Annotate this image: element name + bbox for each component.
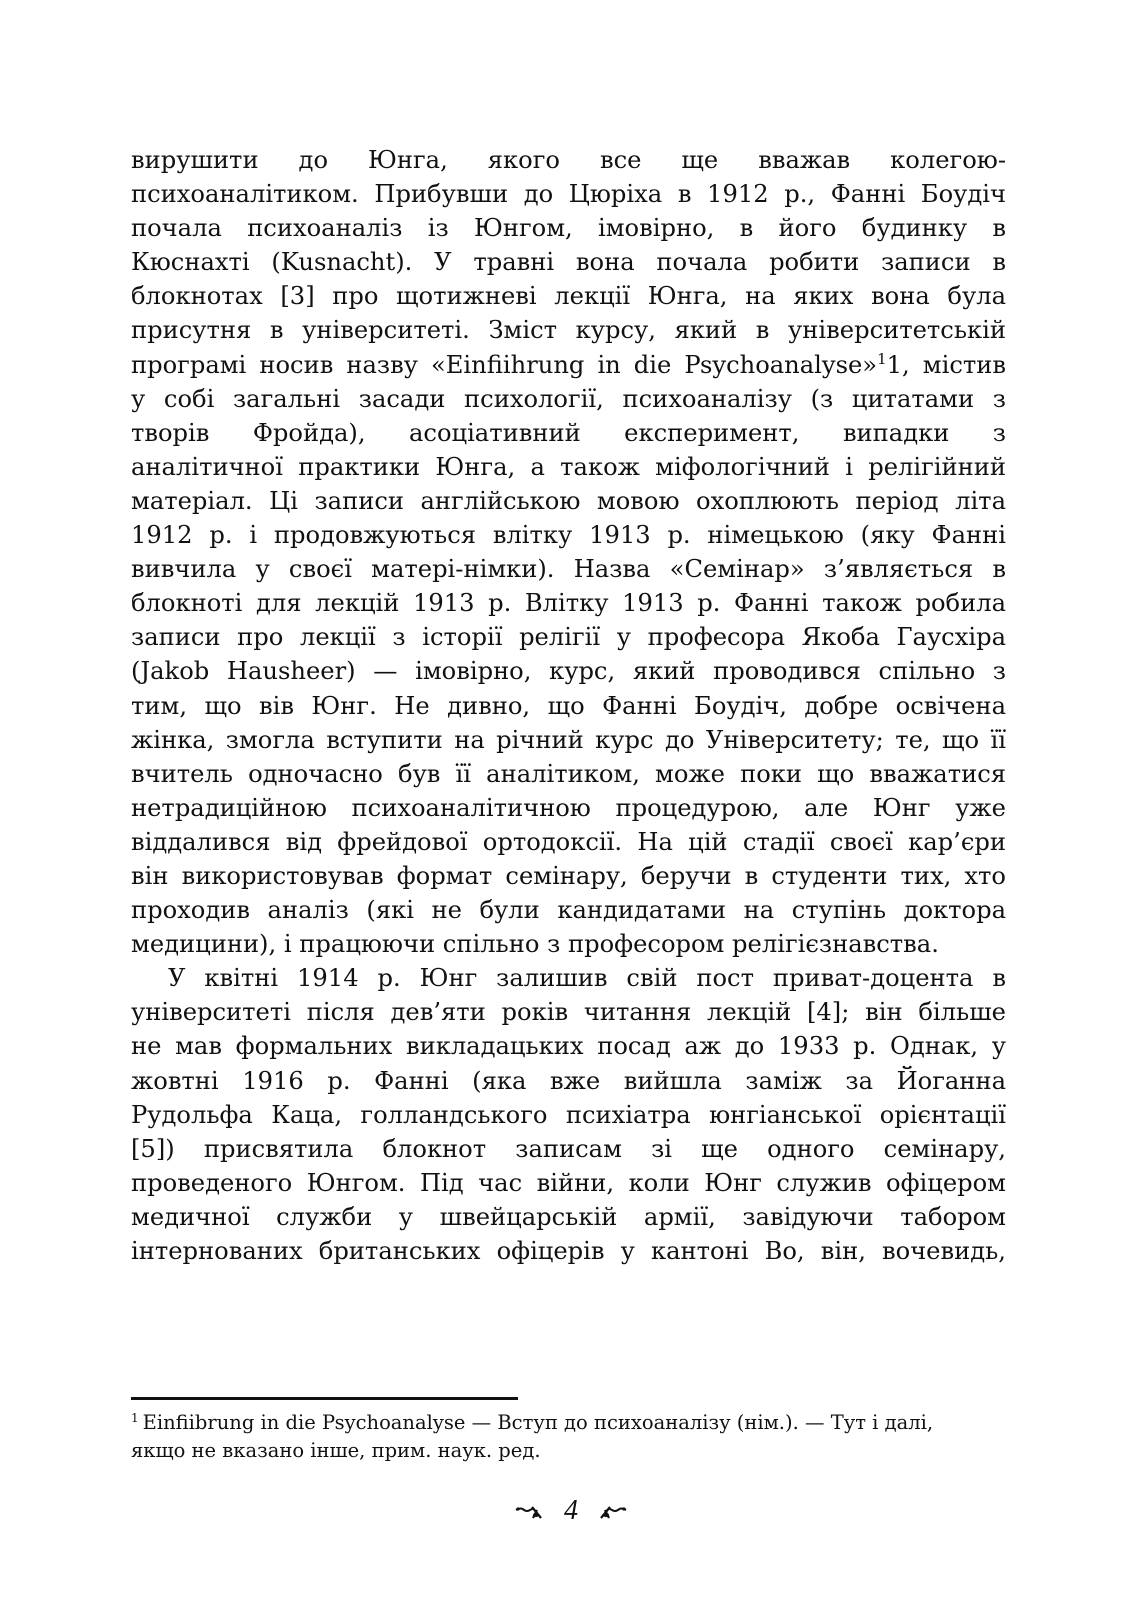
text-line: віддалився від фрейдової ортодоксії. На цій стадії своєї кар’єри [131, 827, 1006, 856]
text-line: жінка, змогла вступити на річний курс до Університету; те, що її [131, 725, 1006, 754]
paragraph-start-line: У квітні 1914 р. Юнг залишив свій пост приват-доцента в [168, 964, 1006, 993]
text-line-with-footnote-ref [131, 348, 1006, 382]
footnote-text: Einfiibrung in die Psychoanalyse — Вступ до психоаналізу (нім.). — Тут і далі, [142, 1411, 934, 1434]
page-number: 4 [564, 1495, 578, 1526]
footnote-line [131, 1409, 1011, 1437]
paragraph-end-line: медицини), і працюючи спільно з професором релігієзнавства. [131, 930, 939, 959]
text-line: творів Фройда), асоціативний експеримент, випадки з [131, 418, 1006, 447]
page-footer [0, 1490, 1142, 1531]
footnote [131, 1409, 1011, 1465]
body-text [131, 143, 1006, 1268]
footnote-reference[interactable]: 1 [877, 349, 887, 368]
text-line: блокноті для лекцій 1913 р. Влітку 1913 р. Фанні також робила [131, 589, 1006, 618]
text-line: жовтні 1916 р. Фанні (яка вже вийшла заміж за Йоганна [131, 1066, 1006, 1095]
text-line: нетрадиційною психоаналітичною процедурою, але Юнг уже [131, 793, 1006, 822]
text-line: почала психоаналіз із Юнгом, імовірно, в його будинку в [131, 214, 1006, 243]
text-line: записи про лекції з історії релігії у професора Якоба Гаусхіра [131, 623, 1006, 652]
text-line: 1912 р. і продовжуються влітку 1913 р. німецькою (яку Фанні [131, 521, 1006, 550]
text-line: вивчила у своєї матері-німки). Назва «Семінар» з’являється в [131, 555, 1006, 584]
text-line: присутня в університеті. Зміст курсу, який в університетській [131, 316, 1006, 345]
footnote-marker: 1 [131, 1411, 139, 1425]
text-line: університеті після дев’яти років читання лекцій [4]; він більше [131, 998, 1006, 1027]
text-line: [5]) присвятила блокнот записам зі ще одного семінару, [131, 1134, 1006, 1163]
text-line: не мав формальних викладацьких посад аж до 1933 р. Однак, у [131, 1032, 1006, 1061]
text-line: медичної служби у швейцарській армії, завідуючи табором [131, 1202, 1006, 1231]
text-line: він використовував формат семінару, беручи в студенти тих, хто [131, 861, 1006, 890]
text-fragment: 1, містив [886, 350, 1007, 379]
footnote-line: якщо не вказано інше, прим. наук. ред. [131, 1439, 541, 1462]
text-line: психоаналітиком. Прибувши до Цюріха в 1912 р., Фанні Боудіч [131, 180, 1006, 209]
text-line: тим, що вів Юнг. Не дивно, що Фанні Боудіч, добре освічена [131, 691, 1006, 720]
text-line: Рудольфа Каца, голландського психіатра юнгіанської орієнтації [131, 1100, 1006, 1129]
text-line: Кюснахті (Kusnacht). У травні вона почала робити записи в [131, 248, 1006, 277]
text-line: проведеного Юнгом. Під час війни, коли Юнг служив офіцером [131, 1168, 1006, 1197]
text-line: вирушити до Юнга, якого все ще вважав колегою- [131, 146, 1006, 174]
text-line: інтернованих британських офіцерів у кантоні Во, він, вочевидь, [131, 1237, 1006, 1265]
text-line: вчитель одночасно був її аналітиком, може поки що вважатися [131, 759, 1006, 788]
text-line: проходив аналіз (які не були кандидатами на ступінь доктора [131, 896, 1006, 925]
footnote-divider [131, 1397, 518, 1400]
text-line: матеріал. Ці записи англійською мовою охоплюють період літа [131, 486, 1006, 515]
text-line: (Jakob Hausheer) — імовірно, курс, який проводився спільно з [131, 657, 1006, 686]
text-line: аналітичної практики Юнга, а також міфологічний і релігійний [131, 452, 1006, 481]
text-fragment: програмі носив назву «Einfiihrung in die Psychoanalyse» [131, 350, 878, 379]
fleuron-left-icon [515, 1504, 545, 1520]
fleuron-right-icon [597, 1504, 627, 1520]
text-line: блокнотах [3] про щотижневі лекції Юнга, на яких вона була [131, 282, 1006, 311]
text-line: у собі загальні засади психології, психоаналізу (з цитатами з [131, 384, 1006, 413]
